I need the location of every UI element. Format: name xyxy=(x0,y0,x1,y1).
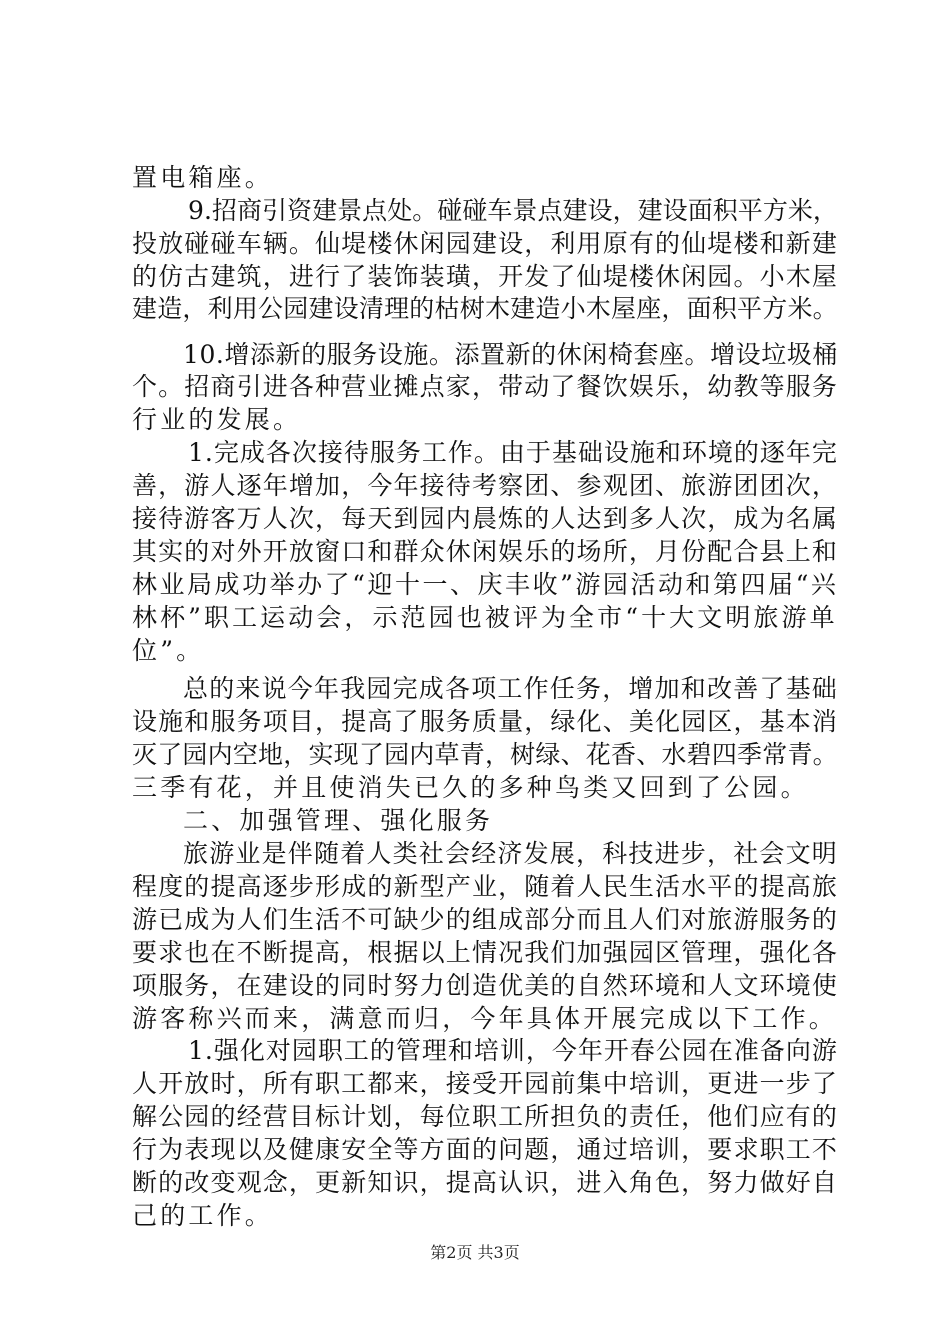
body-line: 断的改变观念，更新知识，提高认识，进入角色，努力做好自 xyxy=(132,1168,839,1198)
body-line: 游客称兴而来，满意而归，今年具体开展完成以下工作。 xyxy=(132,1003,838,1033)
body-line: 三季有花，并且使消失已久的多种鸟类又回到了公园。 xyxy=(132,773,809,802)
body-line: 接待游客万人次，每天到园内晨炼的人达到多人次，成为名属 xyxy=(132,504,839,534)
body-line: 善，游人逐年增加，今年接待考察团、参观团、旅游团团次， xyxy=(132,471,839,501)
page-number-footer: 第2页 共3页 xyxy=(430,1243,520,1262)
body-line: 置电箱座。 xyxy=(132,163,274,192)
body-line: 要求也在不断提高，根据以上情况我们加强园区管理，强化各 xyxy=(132,937,839,967)
body-line: 10.增添新的服务设施。添置新的休闲椅套座。增设垃圾桶 xyxy=(183,339,838,369)
body-line: 其实的对外开放窗口和群众休闲娱乐的场所，月份配合县上和 xyxy=(132,537,839,566)
body-line: 游已成为人们生活不可缺少的组成部分而且人们对旅游服务的 xyxy=(132,904,839,934)
body-line: 总的来说今年我园完成各项工作任务，增加和改善了基础 xyxy=(183,674,839,704)
body-line: 旅游业是伴随着人类社会经济发展，科技进步，社会文明 xyxy=(183,838,839,868)
body-line: 1.完成各次接待服务工作。由于基础设施和环境的逐年完 xyxy=(188,438,838,468)
body-line: 9.招商引资建景点处。碰碰车景点建设，建设面积平方米， xyxy=(188,195,838,225)
body-line: 林杯”职工运动会，示范园也被评为全市“十大文明旅游单 xyxy=(132,602,838,632)
body-line: 解公园的经营目标计划，每位职工所担负的责任，他们应有的 xyxy=(132,1102,839,1132)
body-line: 的仿古建筑，进行了装饰装璜，开发了仙堤楼休闲园。小木屋 xyxy=(132,261,839,291)
body-line: 位”。 xyxy=(132,635,205,665)
body-line: 投放碰碰车辆。仙堤楼休闲园建设，利用原有的仙堤楼和新建 xyxy=(132,228,839,258)
section-heading: 二、加强管理、强化服务 xyxy=(183,805,494,835)
body-line: 设施和服务项目，提高了服务质量，绿化、美化园区，基本消 xyxy=(132,707,839,737)
body-line: 个。招商引进各种营业摊点家，带动了餐饮娱乐，幼教等服务 xyxy=(132,372,839,402)
body-line: 1.强化对园职工的管理和培训，今年开春公园在准备向游 xyxy=(188,1036,838,1066)
body-line: 项服务，在建设的同时努力创造优美的自然环境和人文环境使 xyxy=(132,970,839,1000)
body-line: 林业局成功举办了“迎十一、庆丰收”游园活动和第四届“兴 xyxy=(132,570,839,599)
body-line: 人开放时，所有职工都来，接受开园前集中培训，更进一步了 xyxy=(132,1069,839,1099)
body-line: 行业的发展。 xyxy=(132,405,302,435)
body-line: 程度的提高逐步形成的新型产业，随着人民生活水平的提高旅 xyxy=(132,871,839,901)
body-line: 建造，利用公园建设清理的枯树木建造小木屋座，面积平方米。 xyxy=(132,293,838,323)
body-line: 灭了园内空地，实现了园内草青，树绿、花香、水碧四季常青。 xyxy=(132,740,838,770)
body-line: 己的工作。 xyxy=(132,1201,274,1230)
body-line: 行为表现以及健康安全等方面的问题，通过培训，要求职工不 xyxy=(132,1135,839,1165)
